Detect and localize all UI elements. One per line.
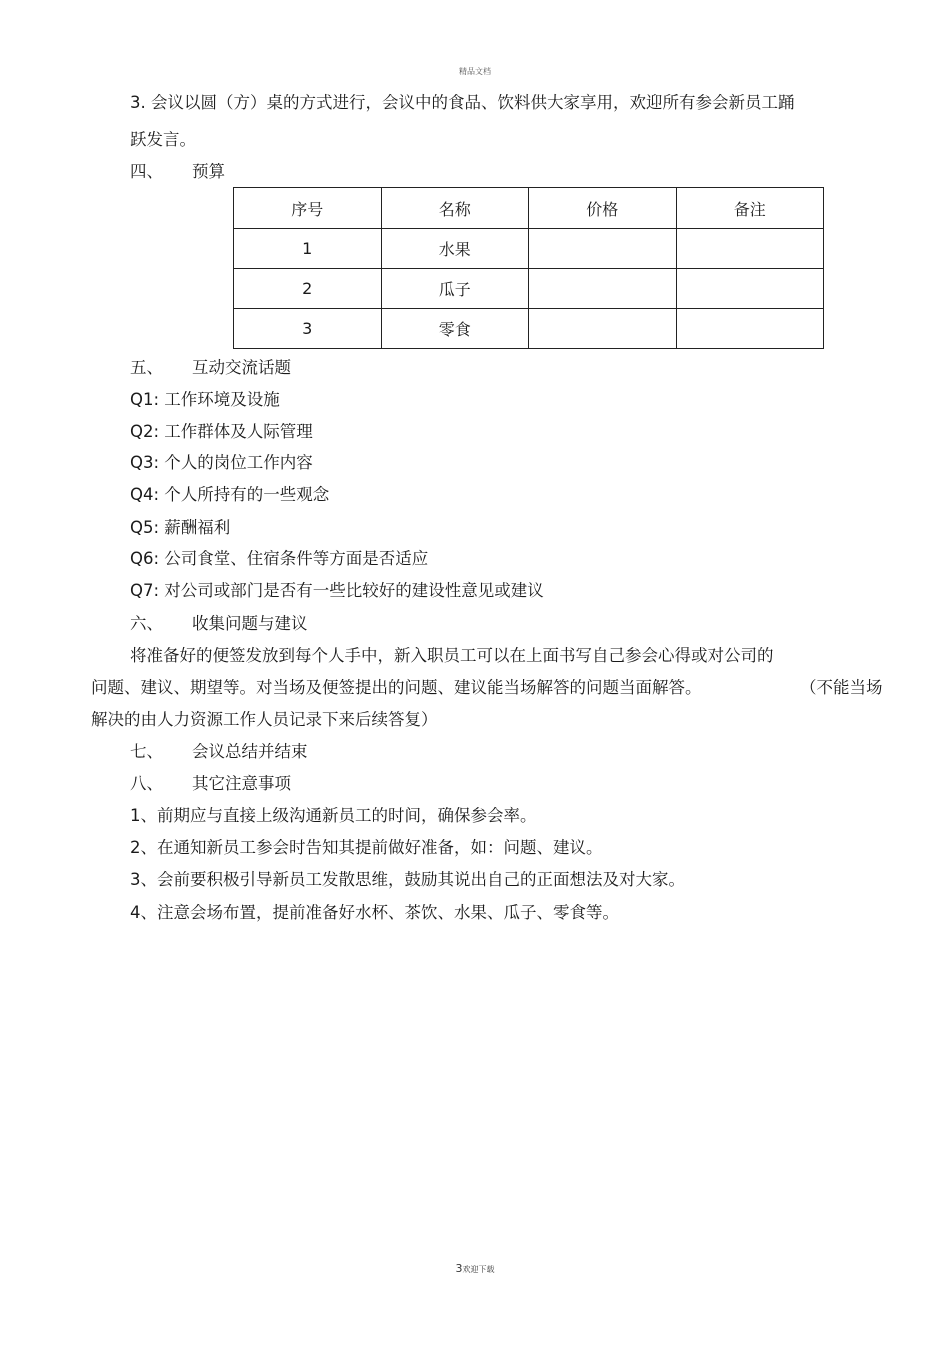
table-cell: 2 xyxy=(234,269,382,309)
paragraph-line: 解决的由人力资源工作人员记录下来后续答复） xyxy=(91,710,438,729)
page-header: 精品文档 xyxy=(459,67,491,76)
intro-line-1: 3. 会议以圆（方）桌的方式进行，会议中的食品、饮料供大家享用，欢迎所有参会新员工踊 xyxy=(130,93,795,112)
table-cell: 瓜子 xyxy=(381,269,529,309)
table-cell xyxy=(676,309,824,349)
note-item: 2、在通知新员工参会时告知其提前做好准备，如：问题、建议。 xyxy=(130,838,603,857)
paragraph-line: 将准备好的便签发放到每个人手中，新入职员工可以在上面书写自己参会心得或对公司的 xyxy=(130,646,774,665)
section-4-heading xyxy=(130,162,225,182)
paragraph-line: （不能当场 xyxy=(800,678,883,697)
question-item: Q4: 个人所持有的一些观念 xyxy=(130,485,330,504)
section-number: 八、 xyxy=(130,774,163,793)
table-cell: 零食 xyxy=(381,309,529,349)
table-row xyxy=(234,229,824,269)
table-header-cell: 名称 xyxy=(381,188,529,229)
section-title: 收集问题与建议 xyxy=(192,614,308,633)
table-header-row xyxy=(234,188,824,229)
table-cell xyxy=(676,229,824,269)
section-5-heading xyxy=(130,358,291,378)
table-row xyxy=(234,309,824,349)
section-number: 四、 xyxy=(130,162,163,181)
paragraph-line: 问题、建议、期望等。对当场及便签提出的问题、建议能当场解答的问题当面解答。 xyxy=(91,678,702,697)
page-number: 3 xyxy=(455,1262,463,1275)
section-6-heading xyxy=(130,614,308,634)
table-cell xyxy=(529,229,677,269)
note-item: 1、前期应与直接上级沟通新员工的时间，确保参会率。 xyxy=(130,806,537,825)
table-cell: 1 xyxy=(234,229,382,269)
question-item: Q2: 工作群体及人际管理 xyxy=(130,422,313,441)
question-item: Q7: 对公司或部门是否有一些比较好的建设性意见或建议 xyxy=(130,581,544,600)
section-title: 互动交流话题 xyxy=(192,358,291,377)
table-cell: 水果 xyxy=(381,229,529,269)
table-cell xyxy=(529,269,677,309)
section-number: 五、 xyxy=(130,358,163,377)
page-footer xyxy=(0,1262,950,1275)
question-item: Q5: 薪酬福利 xyxy=(130,518,231,537)
table-row xyxy=(234,269,824,309)
question-item: Q6: 公司食堂、住宿条件等方面是否适应 xyxy=(130,549,429,568)
table-cell xyxy=(676,269,824,309)
note-item: 3、会前要积极引导新员工发散思维，鼓励其说出自己的正面想法及对大家。 xyxy=(130,870,685,889)
question-item: Q3: 个人的岗位工作内容 xyxy=(130,453,313,472)
table-cell: 3 xyxy=(234,309,382,349)
note-item: 4、注意会场布置，提前准备好水杯、茶饮、水果、瓜子、零食等。 xyxy=(130,903,619,922)
question-item: Q1: 工作环境及设施 xyxy=(130,390,280,409)
section-8-heading xyxy=(130,774,291,794)
intro-line-2: 跃发言。 xyxy=(130,130,196,149)
section-title: 其它注意事项 xyxy=(192,774,291,793)
table-cell xyxy=(529,309,677,349)
section-7-heading xyxy=(130,742,308,762)
table-header-cell: 价格 xyxy=(529,188,677,229)
table-header-cell: 序号 xyxy=(234,188,382,229)
section-number: 七、 xyxy=(130,742,163,761)
table-header-cell: 备注 xyxy=(676,188,824,229)
budget-table xyxy=(233,187,824,349)
section-title: 预算 xyxy=(192,162,225,181)
section-title: 会议总结并结束 xyxy=(192,742,308,761)
section-number: 六、 xyxy=(130,614,163,633)
footer-text: 欢迎下载 xyxy=(462,1265,495,1274)
